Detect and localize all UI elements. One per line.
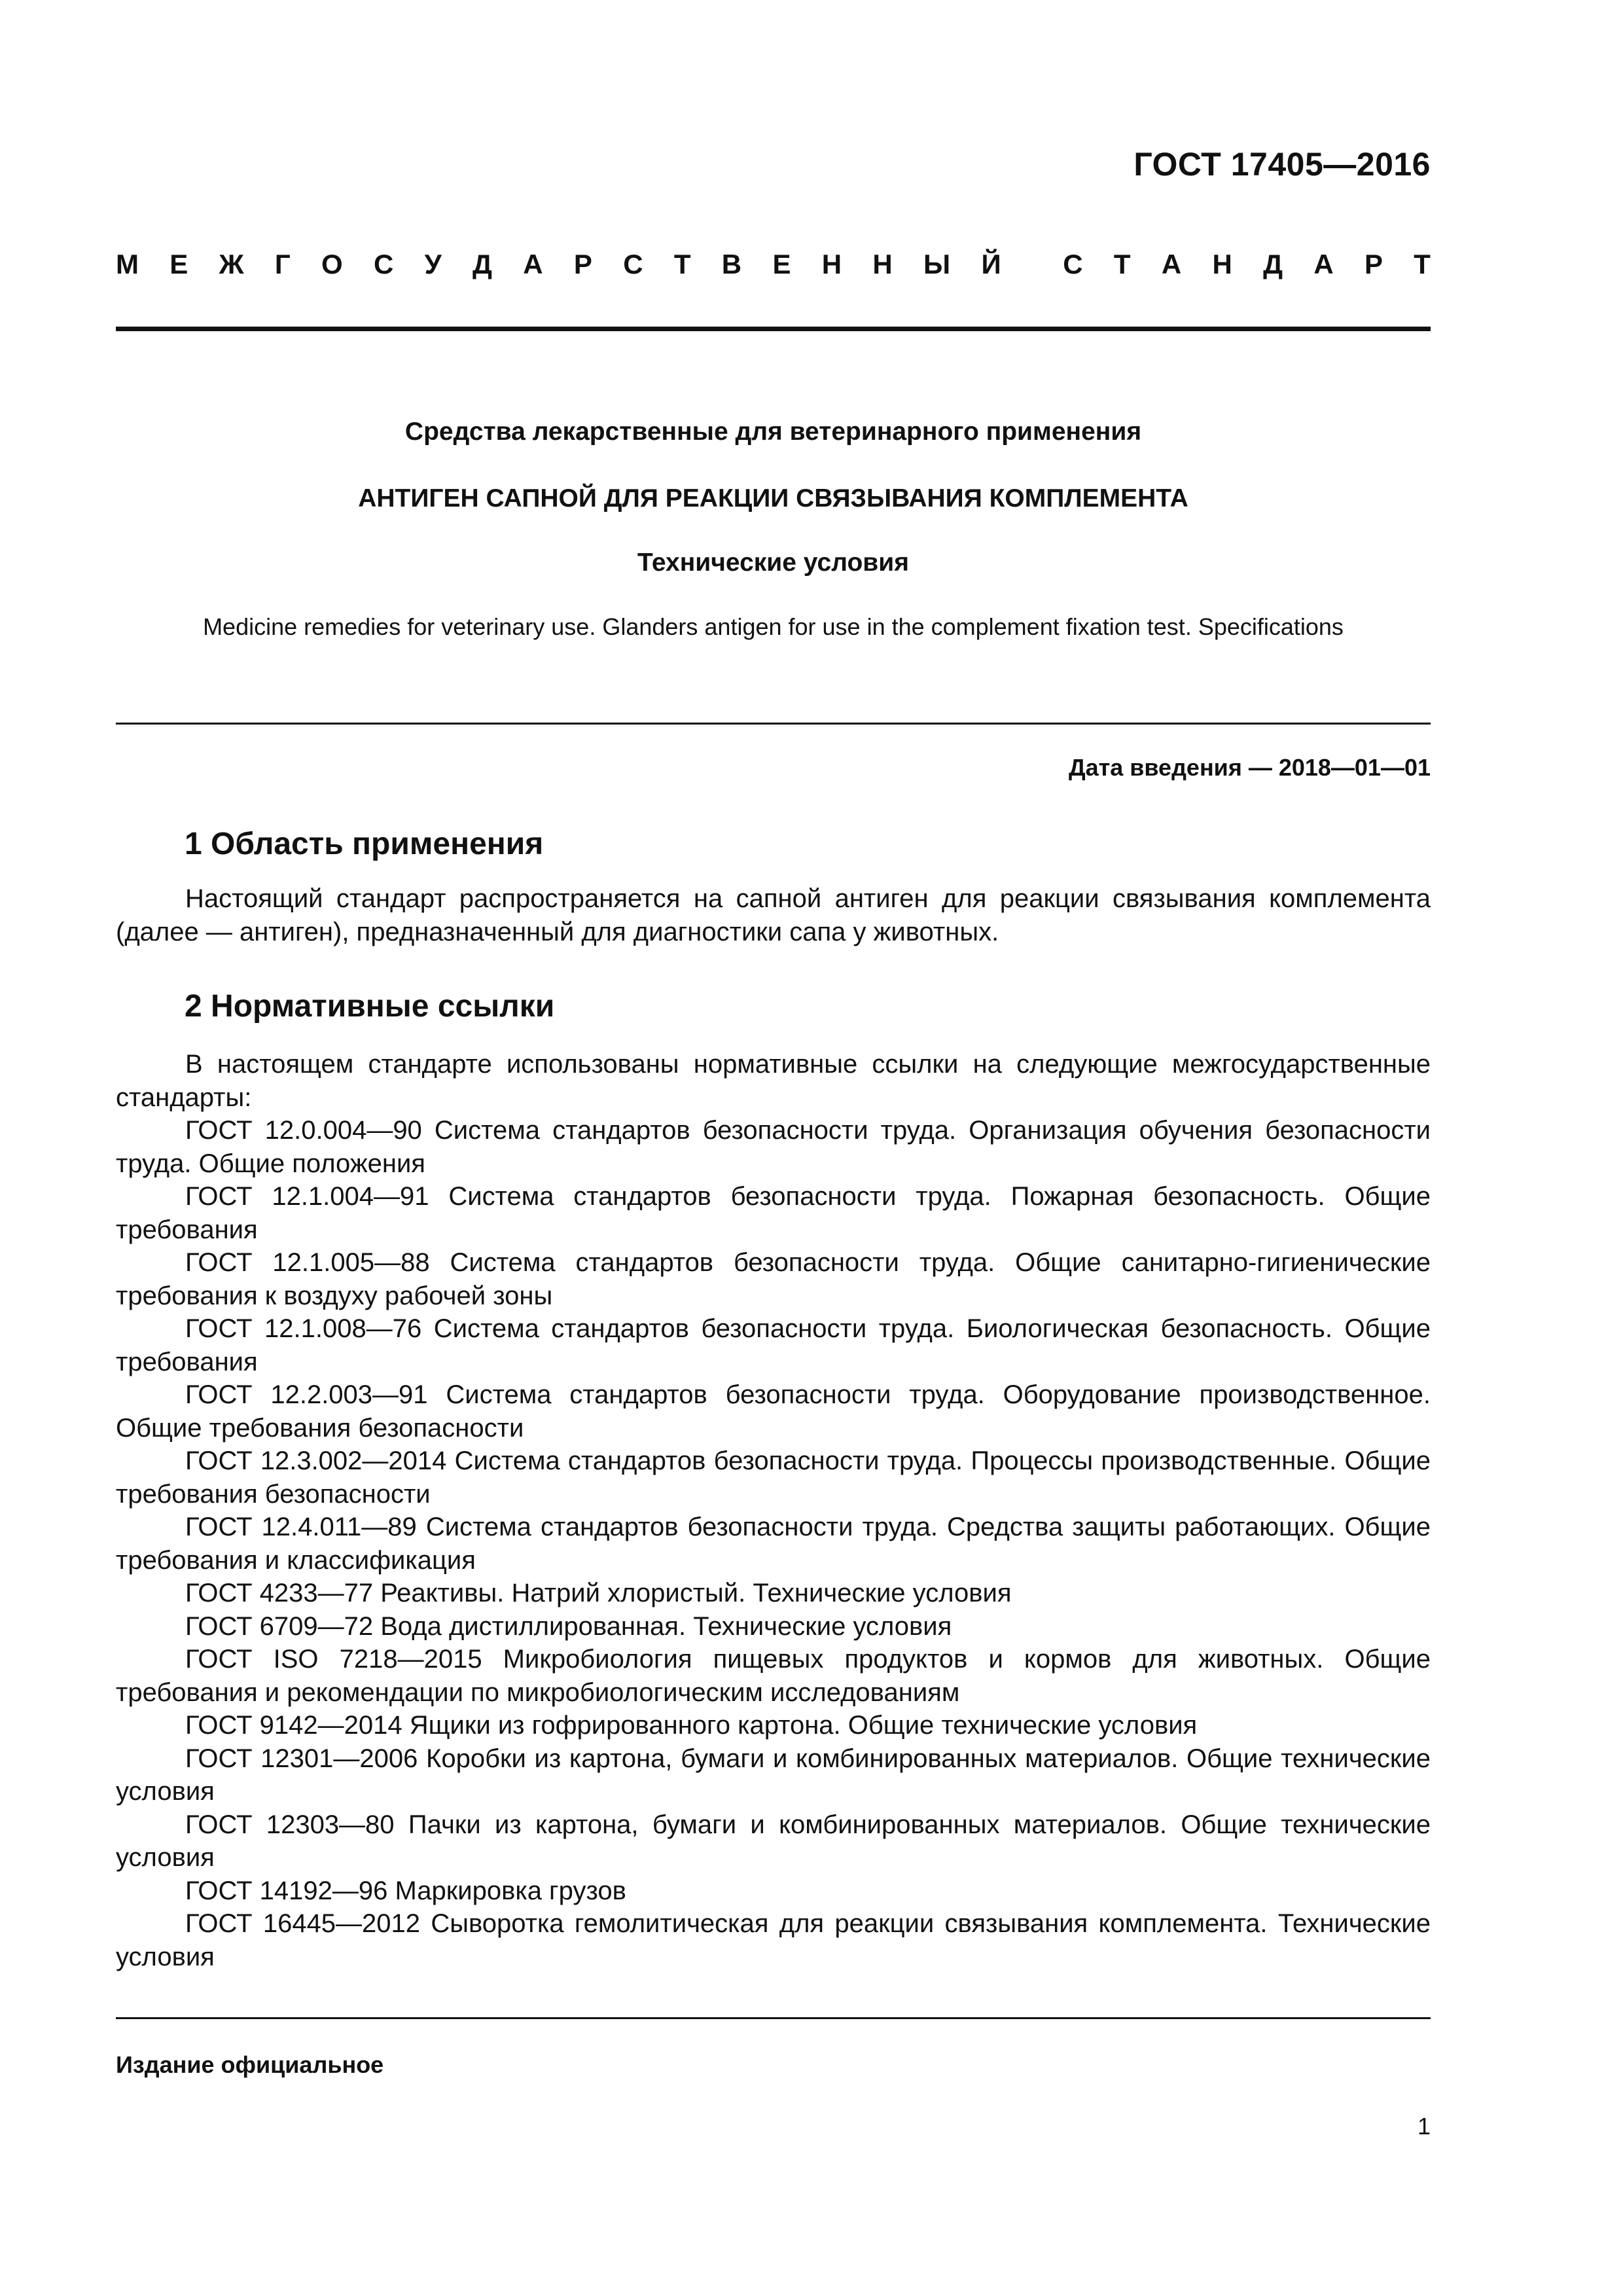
reference-item: ГОСТ 12303—80 Пачки из картона, бумаги и комбинированных материалов. Общие технические условия bbox=[116, 1810, 1431, 1872]
heading-letter: О bbox=[321, 249, 343, 279]
reference-item: ГОСТ 12.1.008—76 Система стандартов безопасности труда. Биологическая безопасность. Общие требования bbox=[116, 1314, 1431, 1376]
heading-letter: Й bbox=[981, 249, 1001, 279]
heading-letter: Д bbox=[473, 249, 492, 279]
reference-item: ГОСТ 12.1.005—88 Система стандартов безопасности труда. Общие санитарно-гигиенические требования к воздуху рабочей зоны bbox=[116, 1248, 1431, 1310]
reference-item: ГОСТ 14192—96 Маркировка грузов bbox=[185, 1876, 626, 1905]
references-intro: В настоящем стандарте использованы нормативные ссылки на следующие межгосударственные стандарты: bbox=[116, 1050, 1431, 1112]
heading-letter: А bbox=[523, 249, 543, 279]
heading-letter: В bbox=[721, 249, 742, 279]
interstate-standard-heading bbox=[116, 249, 1431, 280]
heading-letter: С bbox=[623, 249, 643, 279]
footer-divider bbox=[116, 2017, 1431, 2019]
reference-item: ГОСТ 12.3.002—2014 Система стандартов безопасности труда. Процессы производственные. Общие требования безопасности bbox=[116, 1446, 1431, 1509]
reference-item: ГОСТ 12301—2006 Коробки из картона, бумаги и комбинированных материалов. Общие технические условия bbox=[116, 1744, 1431, 1806]
title-category: Средства лекарственные для ветеринарного применения bbox=[404, 418, 1142, 446]
page-number: 1 bbox=[1417, 2113, 1431, 2140]
title-english: Medicine remedies for veterinary use. Glanders antigen for use in the complement fixation test. Specifications bbox=[203, 613, 1344, 640]
heading-letter: Н bbox=[1212, 249, 1232, 279]
reference-item: ГОСТ 16445—2012 Сыворотка гемолитическая для реакции связывания комплемента. Технические условия bbox=[116, 1909, 1431, 1971]
heading-letter: С bbox=[1063, 249, 1083, 279]
reference-item: ГОСТ 12.0.004—90 Система стандартов безопасности труда. Организация обучения безопасности труда. Общие положения bbox=[116, 1116, 1431, 1178]
reference-item: ГОСТ 12.4.011—89 Система стандартов безопасности труда. Средства защиты работающих. Общие требования и классификация bbox=[116, 1513, 1431, 1575]
heading-letter: У bbox=[424, 249, 442, 279]
scope-paragraph: Настоящий стандарт распространяется на сапной антиген для реакции связывания комплемента (далее — антиген), предназначенный для диагностики сапа у животных. bbox=[116, 884, 1431, 946]
reference-item: ГОСТ 12.2.003—91 Система стандартов безопасности труда. Оборудование производственное. Общие требования безопасности bbox=[116, 1380, 1431, 1443]
title-divider bbox=[116, 723, 1431, 725]
introduction-date: Дата введения — 2018—01—01 bbox=[1068, 754, 1431, 781]
heading-letter: М bbox=[116, 249, 139, 279]
gost-number: ГОСТ 17405—2016 bbox=[1133, 146, 1431, 183]
reference-item: ГОСТ 9142—2014 Ящики из гофрированного картона. Общие технические условия bbox=[185, 1711, 1198, 1740]
header-divider bbox=[116, 327, 1431, 331]
reference-item: ГОСТ ISO 7218—2015 Микробиология пищевых продуктов и кормов для животных. Общие требования и рекомендации по микробиологическим исследованиям bbox=[116, 1645, 1431, 1707]
heading-letter: Г bbox=[274, 249, 291, 279]
scope-text bbox=[116, 882, 1431, 948]
heading-letter: Д bbox=[1263, 249, 1283, 279]
reference-item: ГОСТ 4233—77 Реактивы. Натрий хлористый. Технические условия bbox=[185, 1579, 1012, 1607]
heading-letter: А bbox=[1313, 249, 1334, 279]
heading-letter: Т bbox=[1414, 249, 1431, 279]
title-subtitle: Технические условия bbox=[637, 548, 909, 577]
heading-letter: С bbox=[373, 249, 394, 279]
heading-letter: Н bbox=[872, 249, 893, 279]
heading-letter: Т bbox=[1113, 249, 1131, 279]
section-heading-references: 2 Нормативные ссылки bbox=[185, 989, 555, 1024]
references-list bbox=[116, 1048, 1431, 1973]
heading-letter: Ы bbox=[923, 249, 951, 279]
heading-letter: Р bbox=[573, 249, 592, 279]
section-heading-scope: 1 Область применения bbox=[185, 827, 544, 861]
heading-letter: А bbox=[1161, 249, 1182, 279]
title-main: АНТИГЕН САПНОЙ ДЛЯ РЕАКЦИИ СВЯЗЫВАНИЯ КОМПЛЕМЕНТА bbox=[358, 484, 1188, 512]
reference-item: ГОСТ 12.1.004—91 Система стандартов безопасности труда. Пожарная безопасность. Общие требования bbox=[116, 1182, 1431, 1244]
heading-letter: Ж bbox=[219, 249, 244, 279]
heading-letter: Т bbox=[673, 249, 691, 279]
official-edition-label: Издание официальное bbox=[116, 2051, 384, 2078]
heading-letter: Е bbox=[772, 249, 791, 279]
heading-letter: Е bbox=[169, 249, 188, 279]
reference-item: ГОСТ 6709—72 Вода дистиллированная. Технические условия bbox=[185, 1611, 952, 1641]
heading-letter: Р bbox=[1364, 249, 1383, 279]
heading-letter: Н bbox=[821, 249, 842, 279]
